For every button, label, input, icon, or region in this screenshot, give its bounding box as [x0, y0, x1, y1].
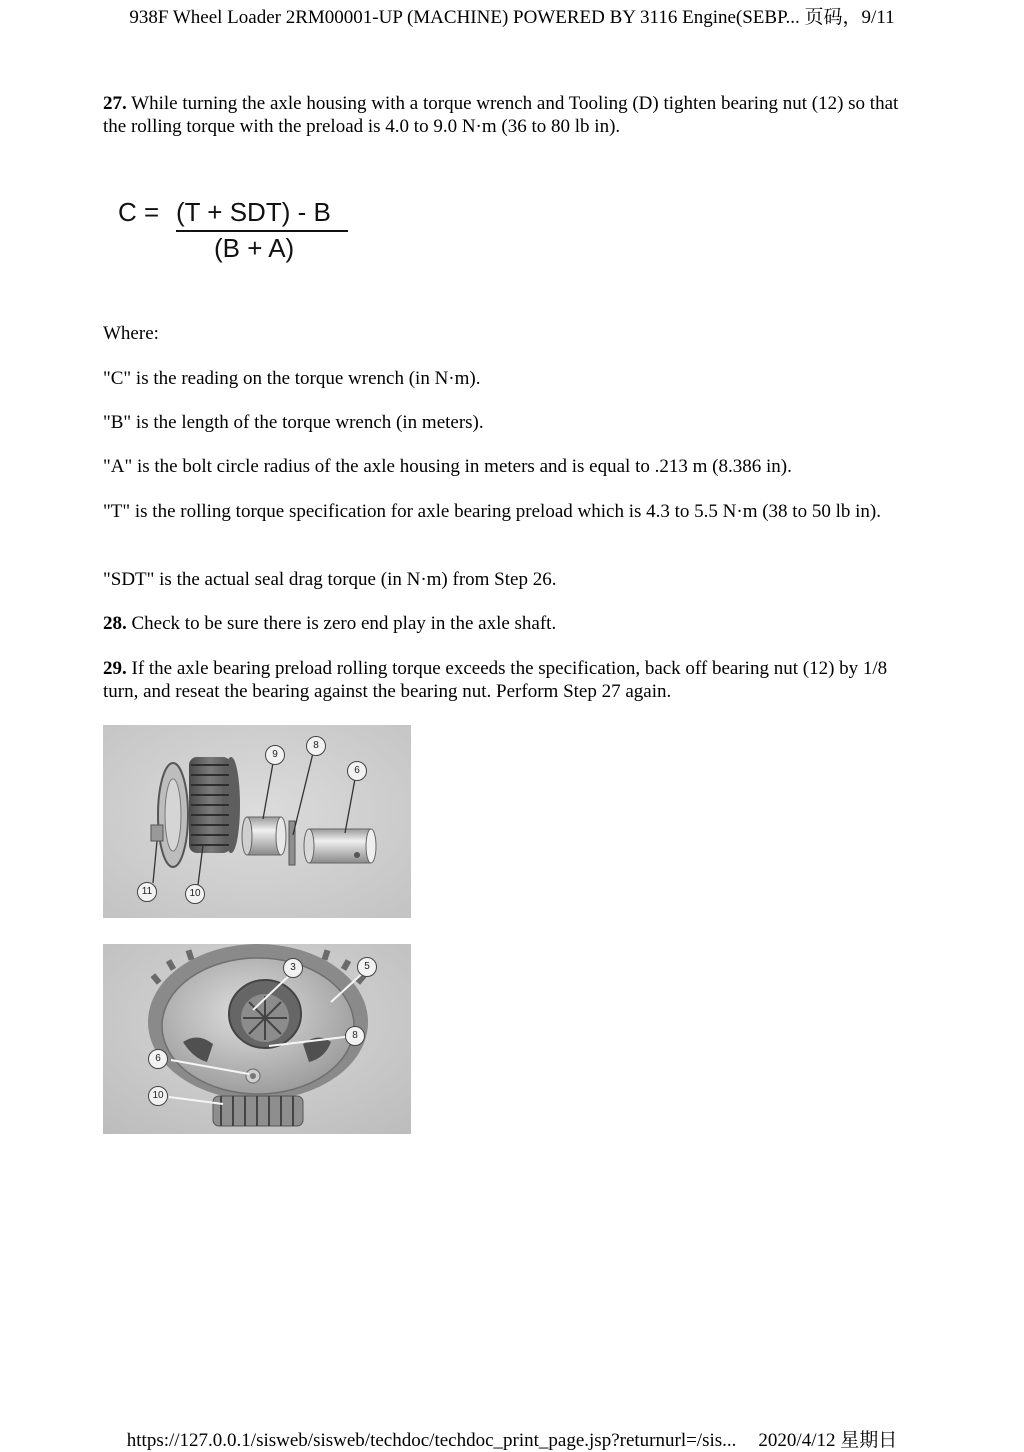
step-text: While turning the axle housing with a torque wrench and Tooling (D) tighten bearing nut (12) so that the rolling torque with the preload is 4.0 to 9.0 N·m (36 to 80 lb in). [103, 93, 899, 137]
fraction-bar [176, 230, 348, 232]
formula-lhs: C = [118, 197, 160, 227]
callout-8: 8 [306, 736, 326, 756]
callout-10: 10 [148, 1086, 168, 1106]
callout-11: 11 [137, 882, 157, 902]
definition-a: "A" is the bolt circle radius of the axle housing in meters and is equal to .213 m (8.386 in). [103, 456, 792, 477]
definition-sdt: "SDT" is the actual seal drag torque (in N·m) from Step 26. [103, 569, 557, 590]
definition-b: "B" is the length of the torque wrench (in meters). [103, 412, 484, 433]
step-27 [103, 92, 923, 138]
step-number: 27. [103, 93, 127, 114]
callout-6: 6 [347, 761, 367, 781]
page-header: 938F Wheel Loader 2RM00001-UP (MACHINE) POWERED BY 3116 Engine(SEBP... 页码，9/11 [129, 7, 895, 28]
step-number: 29. [103, 658, 127, 679]
callout-8: 8 [345, 1026, 365, 1046]
step-number: 28. [103, 613, 127, 634]
formula-numerator: (T + SDT) - B [176, 197, 331, 227]
formula-denominator: (B + A) [214, 233, 295, 263]
step-text: If the axle bearing preload rolling torque exceeds the specification, back off bearing nut (12) by 1/8 turn, and reseat the bearing against the bearing nut. Perform Step 27 again. [103, 658, 888, 702]
figure-planetary-carrier [103, 944, 411, 1134]
definition-c: "C" is the reading on the torque wrench (in N·m). [103, 368, 481, 389]
footer-url: https://127.0.0.1/sisweb/sisweb/techdoc/techdoc_print_page.jsp?returnurl=/sis... [126, 1430, 737, 1451]
definition-t: "T" is the rolling torque specification for axle bearing preload which is 4.3 to 5.5 N·m (38 to 50 lb in). [103, 501, 881, 522]
callout-3: 3 [283, 958, 303, 978]
page-footer [0, 1425, 1024, 1452]
step-text: Check to be sure there is zero end play in the axle shaft. [131, 613, 557, 634]
callout-5: 5 [357, 957, 377, 977]
step-28 [103, 612, 923, 635]
callout-9: 9 [265, 745, 285, 765]
footer-date: 2020/4/12 星期日 [758, 1430, 898, 1451]
step-29 [103, 657, 923, 703]
figure-planet-gear-parts [103, 725, 411, 918]
where-heading: Where: [103, 323, 159, 344]
callout-10: 10 [185, 884, 205, 904]
callout-6: 6 [148, 1049, 168, 1069]
